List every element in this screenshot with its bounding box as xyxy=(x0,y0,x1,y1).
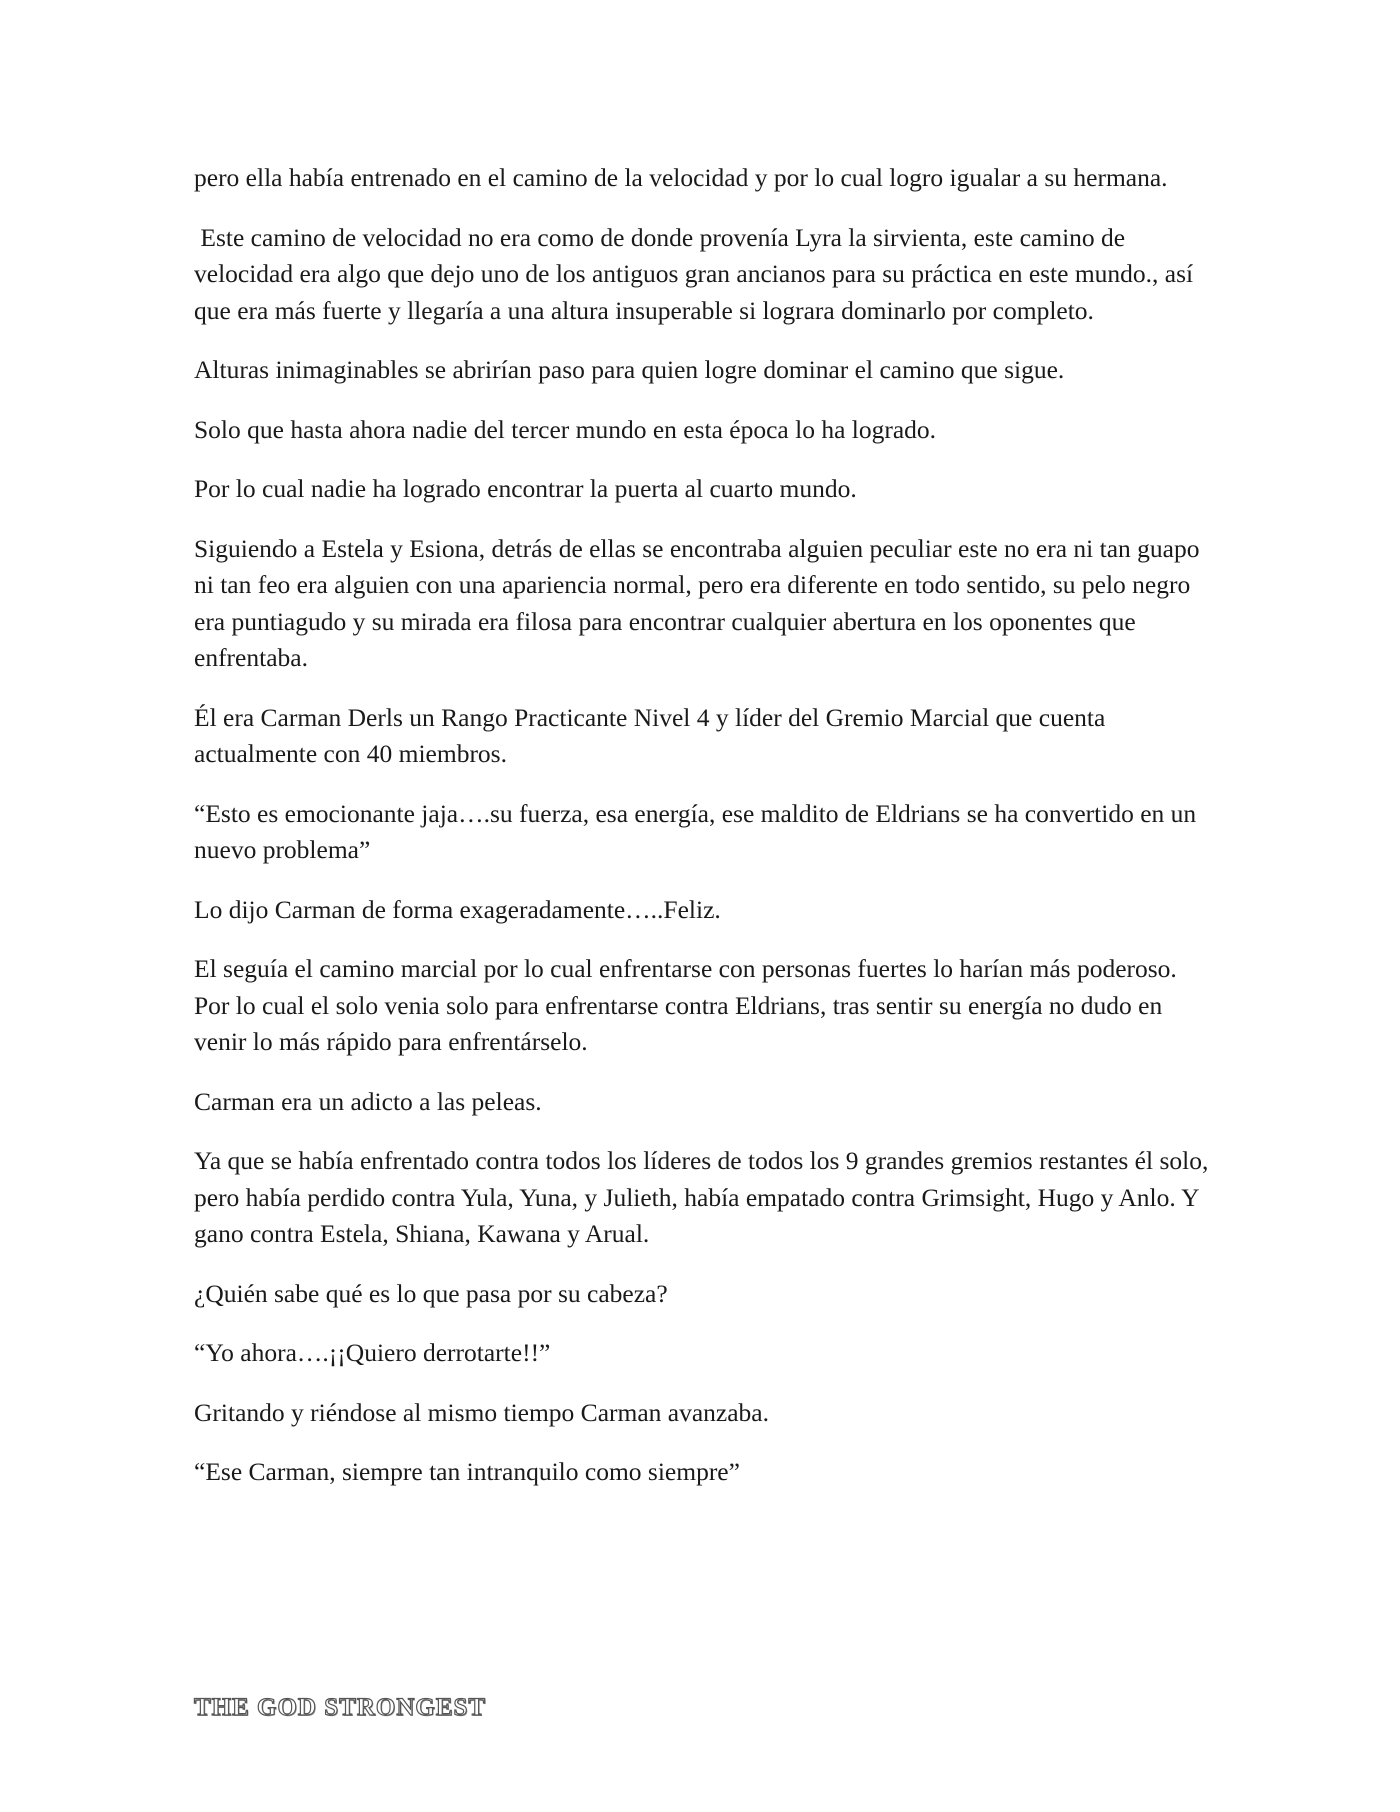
paragraph: “Esto es emocionante jaja….su fuerza, esa energía, ese maldito de Eldrians se ha convertido en un nuevo problema” xyxy=(194,798,1197,864)
paragraph: “Ese Carman, siempre tan intranquilo como siempre” xyxy=(194,1457,740,1486)
footer-watermark: THE GOD STRONGEST xyxy=(194,1694,487,1721)
paragraph: ¿Quién sabe qué es lo que pasa por su cabeza? xyxy=(194,1278,668,1308)
paragraph: Solo que hasta ahora nadie del tercer mundo en esta época lo ha logrado. xyxy=(194,414,937,444)
paragraph: Gritando y riéndose al mismo tiempo Carman avanzaba. xyxy=(194,1397,769,1427)
paragraph: Alturas inimaginables se abrirían paso para quien logre dominar el camino que sigue. xyxy=(194,355,1065,384)
paragraph: El seguía el camino marcial por lo cual enfrentarse con personas fuertes lo harían más poderoso. Por lo cual el solo venia solo para enfrentarse contra Eldrians, tras sentir su energía no dudo en venir lo más rápido para enfrentárselo. xyxy=(194,954,1177,1056)
paragraph: Él era Carman Derls un Rango Practicante Nivel 4 y líder del Gremio Marcial que cuenta actualmente con 40 miembros. xyxy=(194,702,1106,768)
paragraph: Lo dijo Carman de forma exageradamente…..Feliz. xyxy=(194,894,721,924)
paragraph: Por lo cual nadie ha logrado encontrar la puerta al cuarto mundo. xyxy=(194,474,857,503)
paragraph: Carman era un adicto a las peleas. xyxy=(194,1086,542,1116)
paragraph: “Yo ahora….¡¡Quiero derrotarte!!” xyxy=(194,1338,551,1367)
paragraph: Ya que se había enfrentado contra todos los líderes de todos los 9 grandes gremios restantes él solo, pero había perdido contra Yula, Yuna, y Julieth, había empatado contra Grimsight, Hugo y Anlo. Y gano contra Estela, Shiana, Kawana y Arual. xyxy=(194,1146,1209,1248)
page-body xyxy=(194,160,1214,1514)
paragraph: Este camino de velocidad no era como de donde provenía Lyra la sirvienta, este camino de velocidad era algo que dejo uno de los antiguos gran ancianos para su práctica en este mundo., así que era más fuerte y llegaría a una altura insuperable si lograra dominarlo por completo. xyxy=(194,222,1200,325)
paragraph: pero ella había entrenado en el camino de la velocidad y por lo cual logro igualar a su hermana. xyxy=(194,163,1168,192)
paragraph: Siguiendo a Estela y Esiona, detrás de ellas se encontraba alguien peculiar este no era ni tan guapo ni tan feo era alguien con una apariencia normal, pero era diferente en todo sentido, su pelo negro era puntiagudo y su mirada era filosa para encontrar cualquier abertura en los oponentes que enfrentaba. xyxy=(194,533,1200,672)
